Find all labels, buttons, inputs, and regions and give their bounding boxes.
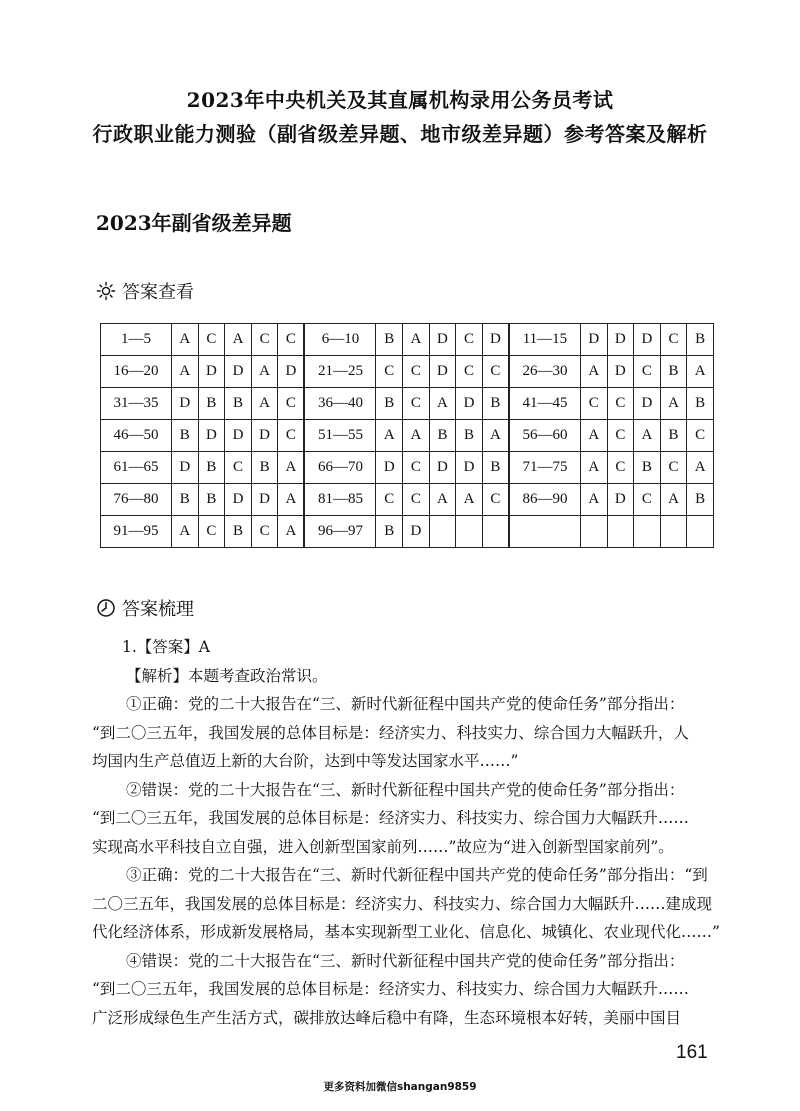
question-range: 21—25	[304, 356, 376, 388]
answer-cell: D	[429, 324, 456, 356]
answer-cell: C	[251, 516, 278, 548]
answer-cell: B	[376, 388, 403, 420]
section-title: 2023年副省级差异题	[96, 211, 292, 235]
answer-cell: D	[429, 356, 456, 388]
answer-cell: B	[482, 452, 509, 484]
explanation-line: ①正确：党的二十大报告在“三、新时代新征程中国共产党的使命任务”部分指出：	[126, 695, 685, 713]
answer-cell: C	[403, 452, 430, 484]
answer-cell: D	[456, 452, 483, 484]
question-range: 71—75	[509, 452, 581, 484]
document-title-line2: 行政职业能力测验（副省级差异题、地市级差异题）参考答案及解析	[92, 122, 708, 146]
question-range: 36—40	[304, 388, 376, 420]
question-range: 26—30	[509, 356, 581, 388]
answer-cell: A	[278, 484, 305, 516]
document-title-line1: 2023年中央机关及其直属机构录用公务员考试	[186, 88, 614, 112]
answer-cell: A	[634, 420, 661, 452]
explanation-line: “到二〇三五年，我国发展的总体目标是：经济实力、科技实力、综合国力大幅跃升……	[92, 809, 689, 827]
answer-cell: B	[687, 484, 714, 516]
question-range: 1—5	[101, 324, 172, 356]
answer-cell: A	[172, 324, 199, 356]
answer-cell: B	[198, 388, 225, 420]
answer-cell: A	[660, 484, 687, 516]
answer-cell	[580, 516, 607, 548]
answer-row	[101, 356, 714, 388]
answer-cell: D	[251, 484, 278, 516]
answer-cell: D	[634, 388, 661, 420]
answer-cell: D	[482, 324, 509, 356]
answer-check-label: 答案查看	[122, 282, 194, 303]
explanation-line: 实现高水平科技自立自强，进入创新型国家前列……”故应为“进入创新型国家前列”。	[92, 837, 674, 856]
answer-cell: C	[278, 420, 305, 452]
explanation-line: 代化经济体系，形成新发展格局，基本实现新型工业化、信息化、城镇化、农业现代化……”	[92, 923, 720, 941]
answer-cell: B	[660, 356, 687, 388]
question-range: 41—45	[509, 388, 581, 420]
answer-cell: A	[251, 356, 278, 388]
answer-cell: B	[634, 452, 661, 484]
answer-review-label: 答案梳理	[122, 599, 194, 620]
question-range: 11—15	[509, 324, 581, 356]
answer-cell: B	[687, 388, 714, 420]
question-range: 76—80	[101, 484, 172, 516]
explanation-body	[92, 633, 720, 1032]
explanation-line: 二〇三五年，我国发展的总体目标是：经济实力、科技实力、综合国力大幅跃升……建成现	[92, 894, 713, 913]
answer-cell: D	[225, 484, 252, 516]
question-range: 6—10	[304, 324, 376, 356]
question-range	[509, 516, 581, 548]
answer-cell: B	[198, 484, 225, 516]
answer-cell: D	[429, 452, 456, 484]
answer-cell: C	[660, 324, 687, 356]
answer-cell: D	[580, 324, 607, 356]
answer-cell: C	[225, 452, 252, 484]
answer-cell: A	[580, 420, 607, 452]
answer-cell: C	[198, 324, 225, 356]
question-range: 81—85	[304, 484, 376, 516]
answer-cell: A	[278, 452, 305, 484]
question-range: 96—97	[304, 516, 376, 548]
answer-cell: A	[429, 484, 456, 516]
answer-row	[101, 484, 714, 516]
answer-row	[101, 516, 714, 548]
question-range: 56—60	[509, 420, 581, 452]
answer-cell: C	[278, 324, 305, 356]
answer-cell: A	[172, 356, 199, 388]
answer-cell: B	[376, 324, 403, 356]
answer-cell: C	[607, 420, 634, 452]
answer-check-heading	[96, 278, 194, 304]
answer-cell: D	[198, 356, 225, 388]
answer-cell: C	[376, 484, 403, 516]
answer-cell	[687, 516, 714, 548]
explanation-line: 广泛形成绿色生产生活方式，碳排放达峰后稳中有降，生态环境根本好转，美丽中国目	[92, 1008, 682, 1027]
answer-cell: D	[607, 324, 634, 356]
answer-cell	[634, 516, 661, 548]
answer-cell: D	[251, 420, 278, 452]
footer-note: 更多资料加微信shangan9859	[323, 1081, 477, 1093]
answer-cell: C	[634, 484, 661, 516]
answer-cell	[660, 516, 687, 548]
answer-cell: D	[607, 484, 634, 516]
answer-cell: D	[634, 324, 661, 356]
answer-cell: B	[225, 388, 252, 420]
answer-cell: C	[687, 420, 714, 452]
answer-cell: C	[376, 356, 403, 388]
answer-cell: D	[225, 356, 252, 388]
answer-cell: A	[687, 452, 714, 484]
answer-cell: C	[403, 484, 430, 516]
answer-cell: D	[607, 356, 634, 388]
answer-cell: B	[198, 452, 225, 484]
answer-cell: A	[580, 452, 607, 484]
explanation-line: “到二〇三五年，我国发展的总体目标是：经济实力、科技实力、综合国力大幅跃升……	[92, 980, 689, 998]
answer-cell: B	[376, 516, 403, 548]
answer-cell: D	[376, 452, 403, 484]
answer-cell: C	[456, 356, 483, 388]
answer-cell: A	[278, 516, 305, 548]
answer-cell	[456, 516, 483, 548]
answer-cell: B	[687, 324, 714, 356]
answer-cell	[607, 516, 634, 548]
answer-cell: D	[172, 388, 199, 420]
answer-cell: C	[482, 356, 509, 388]
question-range: 31—35	[101, 388, 172, 420]
question-answer: 1.【答案】A	[122, 638, 210, 656]
answer-cell: D	[198, 420, 225, 452]
answer-cell: B	[429, 420, 456, 452]
explanation-line: ③正确：党的二十大报告在“三、新时代新征程中国共产党的使命任务”部分指出：“到	[126, 866, 708, 884]
answer-cell: C	[278, 388, 305, 420]
answer-cell: B	[172, 484, 199, 516]
answer-cell: B	[660, 420, 687, 452]
question-analysis: 【解析】本题考查政治常识。	[126, 666, 328, 685]
answer-cell: B	[172, 420, 199, 452]
answer-cell: D	[278, 356, 305, 388]
answer-cell	[482, 516, 509, 548]
answer-cell: C	[251, 324, 278, 356]
explanation-line: “到二〇三五年，我国发展的总体目标是：经济实力、科技实力、综合国力大幅跃升，人	[92, 723, 689, 742]
answer-cell: D	[456, 388, 483, 420]
answer-row	[101, 452, 714, 484]
question-range: 61—65	[101, 452, 172, 484]
answer-cell: C	[660, 452, 687, 484]
answer-cell: A	[376, 420, 403, 452]
answer-cell: C	[403, 388, 430, 420]
answer-cell: A	[580, 484, 607, 516]
explanation-line: 均国内生产总值迈上新的大台阶，达到中等发达国家水平……”	[92, 752, 519, 770]
clock-icon	[96, 598, 116, 618]
answer-cell: A	[482, 420, 509, 452]
answer-row	[101, 324, 714, 356]
answer-cell: A	[225, 324, 252, 356]
answer-row	[101, 388, 714, 420]
answer-cell: D	[403, 516, 430, 548]
answer-cell: A	[172, 516, 199, 548]
explanation-line: ②错误：党的二十大报告在“三、新时代新征程中国共产党的使命任务”部分指出：	[126, 780, 685, 799]
question-range: 91—95	[101, 516, 172, 548]
answer-cell: A	[403, 420, 430, 452]
answer-cell: C	[607, 452, 634, 484]
answer-cell: A	[251, 388, 278, 420]
answer-table	[100, 323, 714, 548]
answer-cell: D	[225, 420, 252, 452]
answer-review-heading	[96, 595, 194, 621]
answer-cell: C	[482, 484, 509, 516]
answer-cell: B	[251, 452, 278, 484]
answer-cell: C	[403, 356, 430, 388]
answer-cell: A	[660, 388, 687, 420]
answer-cell: A	[456, 484, 483, 516]
answer-cell: B	[482, 388, 509, 420]
answer-cell: A	[429, 388, 456, 420]
sun-icon	[96, 281, 116, 301]
question-range: 51—55	[304, 420, 376, 452]
answer-cell: B	[456, 420, 483, 452]
page-number: 161	[676, 1042, 708, 1063]
answer-cell: A	[403, 324, 430, 356]
question-range: 66—70	[304, 452, 376, 484]
answer-cell: D	[172, 452, 199, 484]
answer-cell: C	[634, 356, 661, 388]
question-range: 46—50	[101, 420, 172, 452]
answer-cell: C	[607, 388, 634, 420]
answer-cell: C	[198, 516, 225, 548]
answer-cell: A	[687, 356, 714, 388]
answer-cell: A	[580, 356, 607, 388]
answer-row	[101, 420, 714, 452]
answer-cell: C	[456, 324, 483, 356]
question-range: 86—90	[509, 484, 581, 516]
answer-cell	[429, 516, 456, 548]
question-range: 16—20	[101, 356, 172, 388]
answer-cell: C	[580, 388, 607, 420]
answer-cell: B	[225, 516, 252, 548]
explanation-line: ④错误：党的二十大报告在“三、新时代新征程中国共产党的使命任务”部分指出：	[126, 951, 685, 970]
